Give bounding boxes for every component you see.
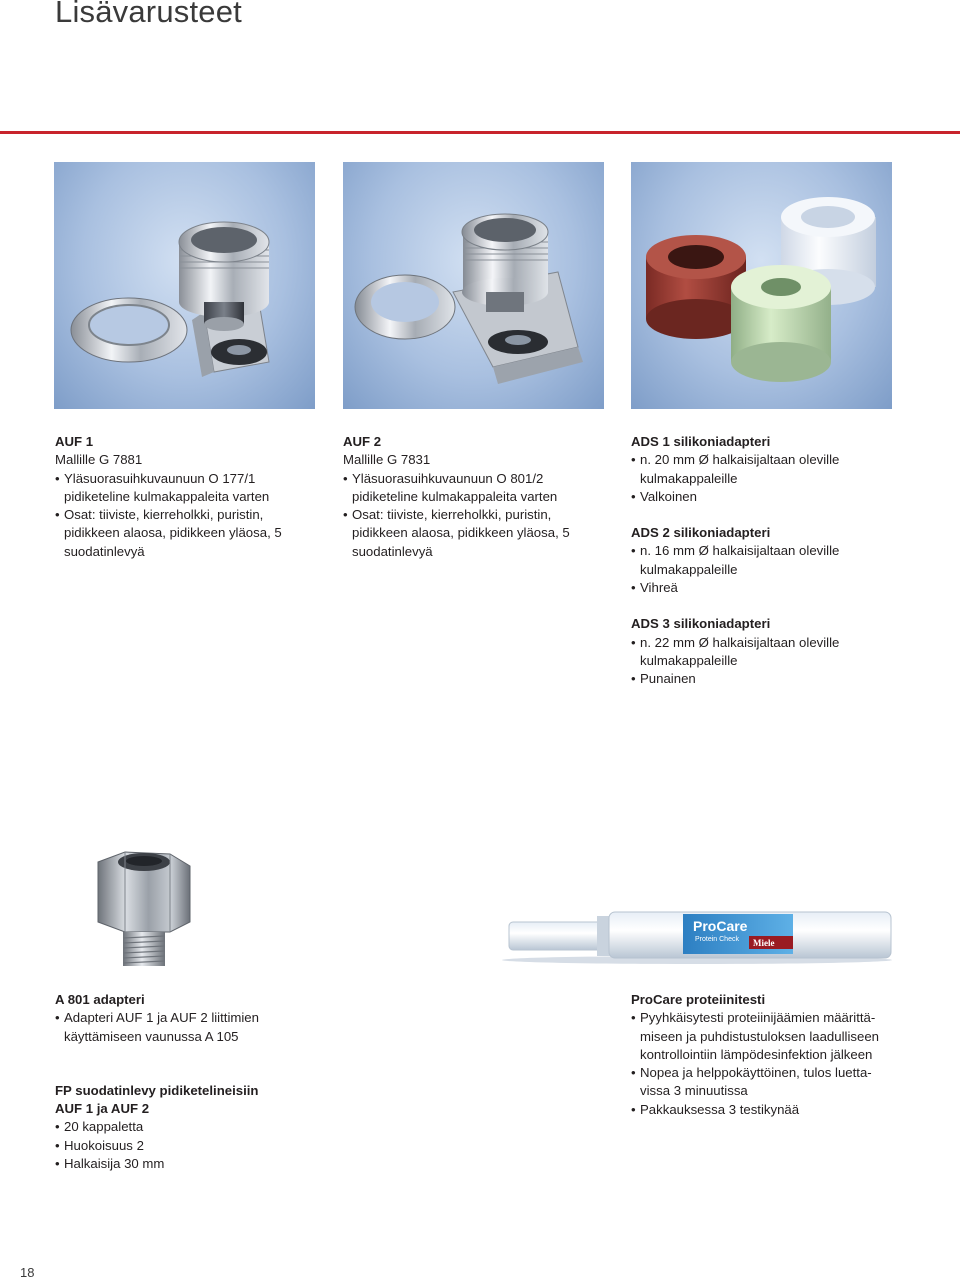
header-divider [0, 131, 960, 134]
list-item: • Valkoinen [631, 488, 876, 506]
pen-label-sub: Protein Check [695, 936, 739, 943]
list-item: • Halkaisija 30 mm [55, 1155, 315, 1173]
hex-adapter-icon [90, 850, 200, 970]
procare-title: ProCare proteiinitesti [631, 992, 766, 1007]
list-item: • 20 kappaletta [55, 1118, 315, 1136]
ads2-title: ADS 2 silikoniadapteri [631, 525, 771, 541]
auf2-description [343, 433, 593, 561]
list-item: • Vihreä [631, 579, 876, 597]
procare-pen-icon [497, 908, 893, 968]
list-item: • Osat: tiiviste, kierreholkki, puristin, pidikkeen alaosa, pidikkeen yläosa, 5 suodatinlevyä [343, 506, 593, 561]
list-item: • Punainen [631, 670, 876, 688]
auf1-title: AUF 1 [55, 434, 94, 449]
ads2-bullets [631, 542, 876, 597]
procare-description [631, 991, 893, 1119]
auf2-bullets [343, 470, 593, 561]
list-item: • Huokoisuus 2 [55, 1137, 315, 1155]
auf1-description [55, 433, 305, 561]
silicone-adapters-icon [631, 162, 892, 409]
list-item: • Pakkauksessa 3 testikynää [631, 1101, 893, 1119]
auf2-title: AUF 2 [343, 434, 382, 449]
a801-photo [90, 850, 200, 970]
list-item: • n. 22 mm Ø halkaisijaltaan oleville kulmakappaleille [631, 634, 876, 671]
fp-title: FP suodatinlevy pidiketelineisiin [55, 1082, 259, 1098]
a801-bullets [55, 1009, 315, 1046]
list-item: • Yläsuorasuihkuvaunuun O 801/2 pidiketeline kulmakappaleita varten [343, 470, 593, 507]
page-title: Lisävarusteet [55, 0, 242, 29]
procare-bullets [631, 1009, 893, 1119]
fp-subtitle: AUF 1 ja AUF 2 [55, 1101, 150, 1117]
page-number: 18 [20, 1265, 35, 1280]
ads3-title: ADS 3 silikoniadapteri [631, 616, 771, 632]
auf1-model: Mallille G 7881 [55, 452, 143, 468]
ads-photo [631, 162, 892, 409]
auf2-photo [343, 162, 604, 409]
list-item: • n. 20 mm Ø halkaisijaltaan oleville kulmakappaleille [631, 451, 876, 488]
fp-bullets [55, 1118, 315, 1173]
list-item: • Nopea ja helppokäyttöinen, tulos luetta-vissa 3 minuutissa [631, 1064, 893, 1101]
list-item: • Pyyhkäisytesti proteiinijäämien määrittä-miseen ja puhdistustuloksen laadulliseen kontrollointiin lämpödesinfektion jälkeen [631, 1009, 893, 1064]
a801-fp-description [55, 991, 315, 1173]
auf1-photo [54, 162, 315, 409]
list-item: • Osat: tiiviste, kierreholkki, puristin, pidikkeen alaosa, pidikkeen yläosa, 5 suodatinlevyä [55, 506, 305, 561]
auf1-filter-holder-icon [54, 162, 315, 409]
auf2-model: Mallille G 7831 [343, 452, 431, 468]
ads3-bullets [631, 634, 876, 689]
procare-photo [497, 908, 893, 968]
list-item: • n. 16 mm Ø halkaisijaltaan oleville kulmakappaleille [631, 542, 876, 579]
ads1-title: ADS 1 silikoniadapteri [631, 434, 771, 449]
a801-title: A 801 adapteri [55, 992, 145, 1007]
list-item: • Adapteri AUF 1 ja AUF 2 liittimien käyttämiseen vaunussa A 105 [55, 1009, 315, 1046]
ads1-bullets [631, 451, 876, 506]
pen-label-main: ProCare [693, 918, 748, 934]
list-item: • Yläsuorasuihkuvaunuun O 177/1 pidiketeline kulmakappaleita varten [55, 470, 305, 507]
ads-description [631, 433, 876, 689]
pen-brand: Miele [753, 938, 775, 948]
auf1-bullets [55, 470, 305, 561]
auf2-filter-holder-icon [343, 162, 604, 409]
